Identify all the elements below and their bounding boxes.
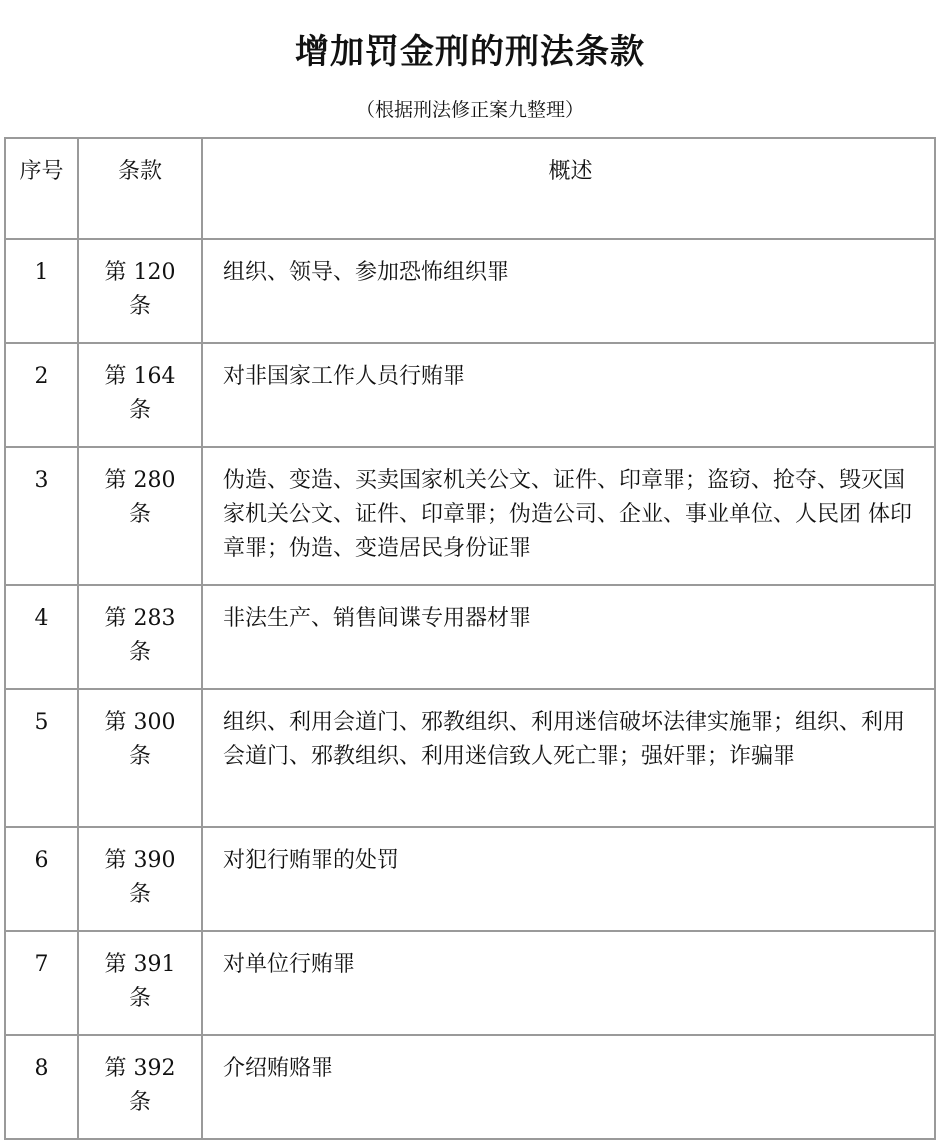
row-article: 第 390 条 <box>78 827 202 931</box>
table-row <box>5 689 935 827</box>
row-summary: 组织、利用会道门、邪教组织、利用迷信破坏法律实施罪；组织、利用会道门、邪教组织、利用迷信致人死亡罪；强奸罪；诈骗罪 <box>202 689 935 827</box>
row-seq: 7 <box>5 931 78 1035</box>
row-summary: 对单位行贿罪 <box>202 931 935 1035</box>
row-seq: 2 <box>5 343 78 447</box>
row-seq: 3 <box>5 447 78 585</box>
row-seq: 5 <box>5 689 78 827</box>
row-article: 第 120 条 <box>78 239 202 343</box>
row-summary: 对犯行贿罪的处罚 <box>202 827 935 931</box>
header-seq: 序号 <box>5 138 78 239</box>
row-summary: 组织、领导、参加恐怖组织罪 <box>202 239 935 343</box>
table-row <box>5 827 935 931</box>
row-summary: 介绍贿赂罪 <box>202 1035 935 1139</box>
header-summary: 概述 <box>202 138 935 239</box>
page-title: 增加罚金刑的刑法条款 <box>295 32 645 72</box>
table-header-row <box>5 138 935 239</box>
table-row <box>5 585 935 689</box>
row-seq: 1 <box>5 239 78 343</box>
header-article: 条款 <box>78 138 202 239</box>
table-row <box>5 931 935 1035</box>
row-article: 第 164 条 <box>78 343 202 447</box>
row-seq: 4 <box>5 585 78 689</box>
row-article: 第 283 条 <box>78 585 202 689</box>
law-table <box>4 137 936 1140</box>
table-row <box>5 1035 935 1139</box>
row-seq: 8 <box>5 1035 78 1139</box>
row-summary: 对非国家工作人员行贿罪 <box>202 343 935 447</box>
row-seq: 6 <box>5 827 78 931</box>
row-summary: 非法生产、销售间谍专用器材罪 <box>202 585 935 689</box>
row-summary: 伪造、变造、买卖国家机关公文、证件、印章罪；盗窃、抢夺、毁灭国家机关公文、证件、印章罪；伪造公司、企业、事业单位、人民团 体印章罪；伪造、变造居民身份证罪 <box>202 447 935 585</box>
table-row <box>5 447 935 585</box>
row-article: 第 391 条 <box>78 931 202 1035</box>
row-article: 第 280 条 <box>78 447 202 585</box>
page-subtitle: （根据刑法修正案九整理） <box>355 99 584 121</box>
row-article: 第 300 条 <box>78 689 202 827</box>
row-article: 第 392 条 <box>78 1035 202 1139</box>
table-row <box>5 239 935 343</box>
table-row <box>5 343 935 447</box>
